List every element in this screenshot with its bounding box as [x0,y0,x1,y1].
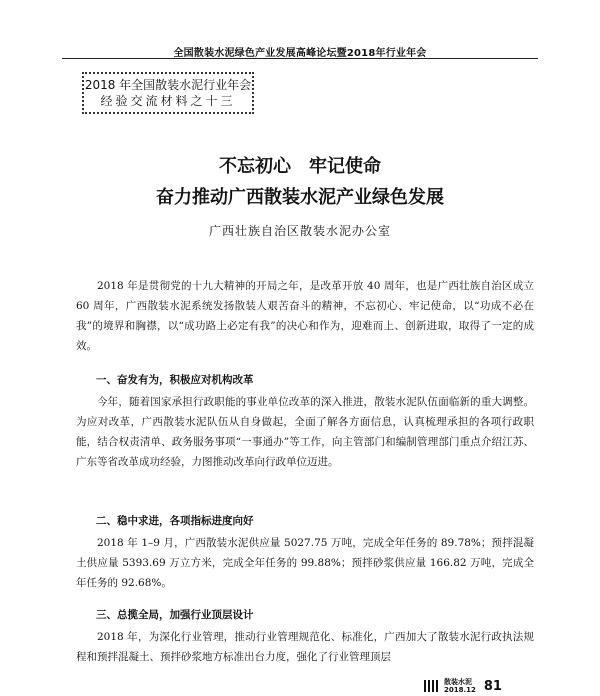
magazine-name: 散装水泥 [444,678,472,686]
article-title-line2: 奋力推动广西散装水泥产业绿色发展 [156,187,444,208]
magazine-issue: 2018.12 [444,686,476,694]
series-label-line1: 2018 年全国散装水泥行业年会 [84,78,252,92]
section-heading-2: 二、稳中求进，各项指标进度向好 [96,515,254,527]
magazine-info [444,678,476,694]
header-rule [62,58,538,59]
paragraph-section-3: 2018 年，为深化行业管理，推动行业管理规范化、标准化，广西加大了散装水泥行政执法规程和预拌混凝土、预拌砂浆地方标准出台力度，强化了行业管理顶层 [76,631,534,663]
article-title-line1: 不忘初心 牢记使命 [219,156,381,177]
paragraph-intro: 2018 年是贯彻党的十九大精神的开局之年，是改革开放 40 周年，也是广西壮族自治区成立 60 周年，广西散装水泥系统发扬散装人艰苦奋斗的精神，不忘初心、牢记使命，以“功成不必在我”的境界和胸襟，以“成功路上必定有我”的决心和作为，迎难而上、创新进取，取得了一定的成效。 [76,280,534,352]
series-label-box [82,72,254,114]
section-heading-3: 三、总揽全局，加强行业顶层设计 [96,609,254,621]
page-number: 81 [483,678,502,694]
article-author: 广西壮族自治区散装水泥办公室 [208,224,391,238]
series-label-line2: 经验交流材料之十三 [100,94,236,108]
paragraph-section-2: 2018 年 1–9 月，广西散装水泥供应量 5027.75 万吨，完成全年任务的 89.78%；预拌混凝土供应量 5393.69 万立方米，完成全年任务的 99.88%；预拌砂浆供应量 166.82 万吨，完成全年任务的 92.68%。 [76,537,534,589]
section-heading-1: 一、奋发有为，积极应对机构改革 [96,374,254,386]
page-footer [424,678,502,694]
paragraph-section-1: 今年，随着国家承担行政职能的事业单位改革的深入推进，散装水泥队伍面临新的重大调整。为应对改革，广西散装水泥队伍从自身做起，全面了解各方面信息，认真梳理承担的各项行政职能，结合权责清单、政务服务事项“一事通办”等工作，向主管部门和编制管理部门重点介绍江苏、广东等省改革成功经验，力图推动改革向行政单位迈进。 [76,396,534,468]
barcode-mark-icon [424,680,440,692]
running-header: 全国散装水泥绿色产业发展高峰论坛暨2018年行业年会 [173,48,427,59]
